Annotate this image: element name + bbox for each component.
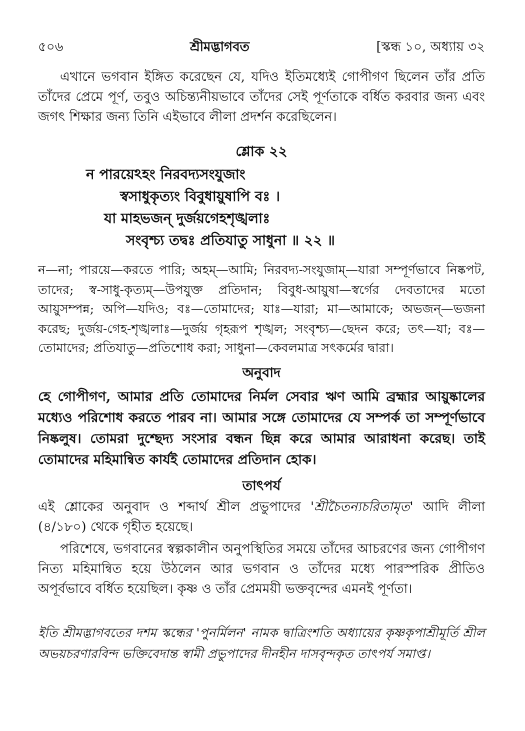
chapter-reference: [স্কন্ধ ১০, অধ্যায় ৩২ (376, 40, 485, 55)
purport-paragraph-2: পরিশেষে, ভগবানের স্বল্পকালীন অনুপস্থিতির সময়ে তাঁদের আচরণের জন্য গোপীগণ নিত্য মহিমান্বিত হয়ে উঠলেন আর ভগবান ও তাঁদের মধ্যে পারস্পরিক প্রীতিও অপূর্বভাবে বর্ধিত হয়েছিল। কৃষ্ণ ও তাঁর প্রেমময়ী ভক্তবৃন্দের এমনই পূর্ণতা। (38, 541, 485, 597)
translation-text: হে গোপীগণ, আমার প্রতি তোমাদের নির্মল সেবার ঋণ আমি ব্রহ্মার আয়ুষ্কালের মধ্যেও পরিশোধ করতে পারব না। আমার সঙ্গে তোমাদের যে সম্পর্ক তা সম্পূর্ণভাবে নিষ্কলুষ। তোমরা দুশ্ছেদ্য সংসার বন্ধন ছিন্ন করে আমার আরাধনা করেছ। তাই তোমাদের মহিমান্বিত কার্যই তোমাদের প্রতিদান হোক। (38, 388, 485, 468)
running-header (38, 38, 485, 60)
verse-line: যা মাহভজন্ দুর্জয়গেহশৃঙ্খলাঃ (104, 211, 271, 227)
verse-line: ন পারয়েঽহং নিরবদ্যসংযুজাং (86, 167, 246, 183)
purport-paragraph-1 (38, 498, 485, 538)
purport-text: এই শ্লোকের অনুবাদ ও শব্দার্থ শ্রীল প্রভুপাদের (38, 499, 311, 515)
book-reference: 'শ্রীচৈতন্যচরিতামৃত' (310, 499, 414, 515)
word-meanings: ন—না; পারয়ে—করতে পারি; অহম্—আমি; নিরবদ্য-সংযুজাম্—যারা সম্পূর্ণভাবে নিষ্কপট, তাদের; স্ব-সাধু-কৃত্যম্—উপযুক্ত প্রতিদান; বিবুধ-আয়ুষা—স্বর্গের দেবতাদের মতো আয়ুসম্পন্ন; অপি—যদিও; বঃ—তোমাদের; যাঃ—যারা; মা—আমাকে; অভজন্—ভজনা করেছ; দুর্জয়-গেহ-শৃঙ্খলাঃ—দুর্জয় গৃহরূপ শৃঙ্খল; সংবৃশ্চ্য—ছেদন করে; তৎ—যা; বঃ—তোমাদের; প্রতিযাতু—প্রতিশোধ করা; সাধুনা—কেবলমাত্র সৎকর্মের দ্বারা। (38, 262, 485, 355)
translation-heading: অনুবাদ (242, 364, 281, 381)
verse-line: স্বসাধুকৃত্যং বিবুধায়ুষাপি বঃ । (120, 189, 280, 205)
intro-paragraph: এখানে ভগবান ইঙ্গিত করেছেন যে, যদিও ইতিমধ্যেই গোপীগণ ছিলেন তাঁর প্রতি তাঁদের প্রেমে পূর্ণ, তবুও অচিন্ত্যনীয়ভাবে তাঁদের সেই পূর্ণতাকে বর্ধিত করবার জন্য এবং জগৎ শিক্ষার জন্য তিনি এইভাবে লীলা প্রদর্শন করেছিলেন। (38, 70, 485, 125)
chapter-colophon: ইতি শ্রীমদ্ভাগবতের দশম স্কন্ধের 'পুনর্মিলন' নামক দ্বাত্রিংশতি অধ্যায়ের কৃষ্ণকৃপাশ্রীমূর্তি শ্রীল অভয়চরণারবিন্দ ভক্তিবেদান্ত স্বামী প্রভুপাদের দীনহীন দাসবৃন্দকৃত তাৎপর্য সমাপ্ত। (38, 624, 485, 661)
purport-heading: তাৎপর্য (242, 477, 281, 494)
verse-heading: শ্লোক ২২ (235, 144, 288, 160)
book-title: শ্রীমদ্ভাগবত (189, 40, 250, 55)
page-number: ৫০৬ (38, 40, 64, 55)
sanskrit-verse (38, 164, 485, 252)
verse-line: সংবৃশ্চ্য তদ্বঃ প্রতিযাতু সাধুনা ॥ ২২ ॥ (126, 233, 335, 249)
purport-text: আদি লীলা (৪/১৮০) থেকে গৃহীত হয়েছে। (38, 499, 485, 535)
